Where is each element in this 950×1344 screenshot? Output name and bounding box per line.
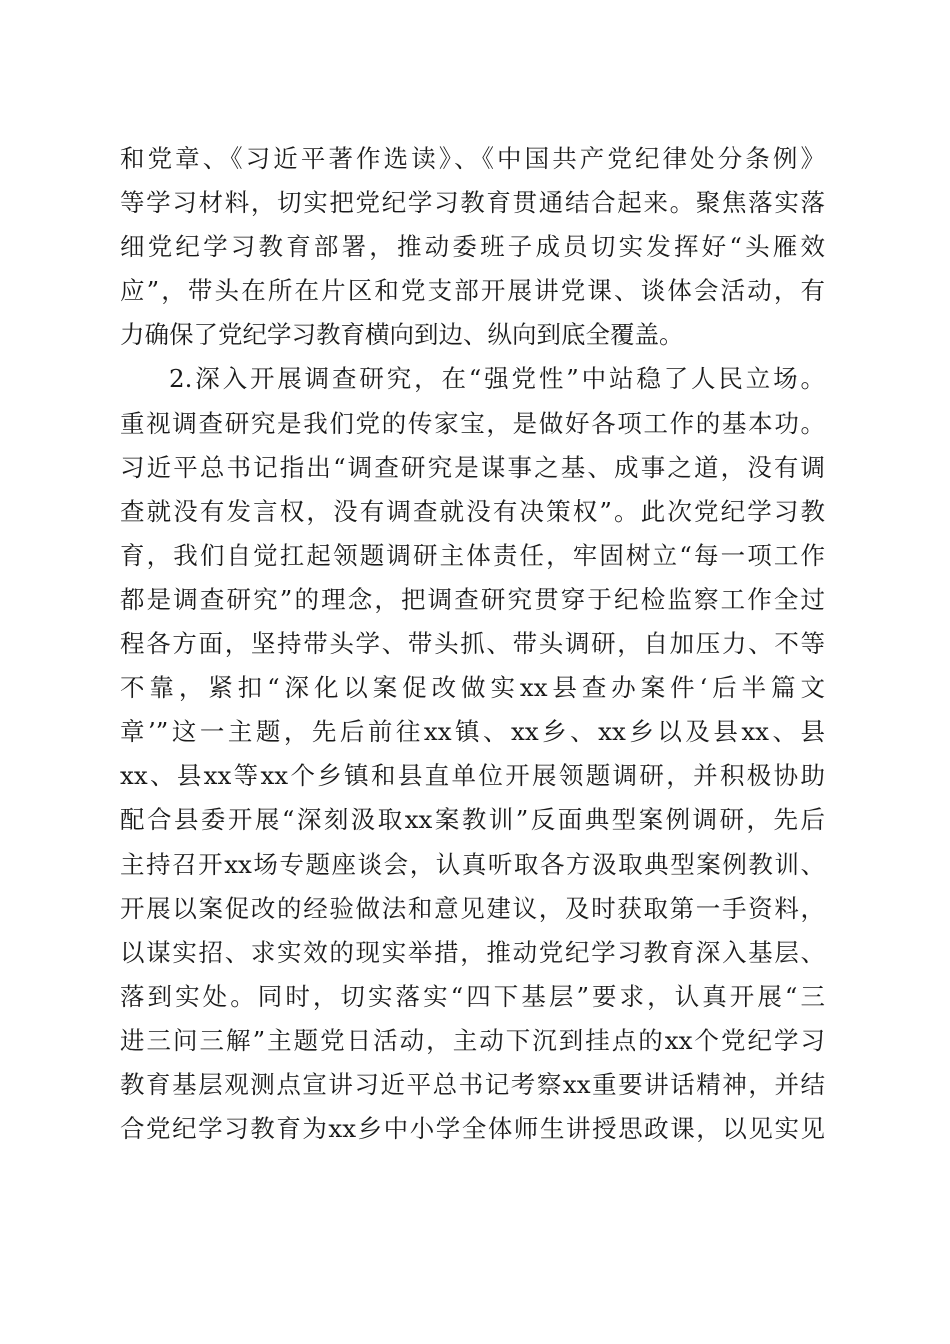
body-text [120,137,825,1151]
text-line-17: 主持召开xx场专题座谈会，认真听取各方汲取典型案例教训、 [120,849,825,879]
text-line-23: 合党纪学习教育为xx乡中小学全体师生讲授思政课，以见实见 [120,1114,825,1144]
text-line-8: 习近平总书记指出“调查研究是谋事之基、成事之道，没有调 [120,452,825,482]
text-line-2: 等学习材料，切实把党纪学习教育贯通结合起来。聚焦落实落 [120,188,825,218]
text-line-4: 应”，带头在所在片区和党支部开展讲党课、谈体会活动，有 [120,276,825,306]
text-line-3: 细党纪学习教育部署，推动委班子成员切实发挥好“头雁效 [120,232,825,262]
text-line-1: 和党章、《习近平著作选读》、《中国共产党纪律处分条例》 [120,144,825,173]
text-line-19: 以谋实招、求实效的现实举措，推动党纪学习教育深入基层、 [120,937,825,967]
text-line-11: 都是调查研究”的理念，把调查研究贯穿于纪检监察工作全过 [120,584,825,614]
text-line-13: 不靠，紧扣“深化以案促改做实xx县查办案件‘后半篇文 [120,673,825,703]
text-line-5: 力确保了党纪学习教育横向到边、纵向到底全覆盖。 [120,320,684,350]
text-line-10: 育，我们自觉扛起领题调研主体责任，牢固树立“每一项工作 [120,540,825,570]
text-line-12: 程各方面，坚持带头学、带头抓、带头调研，自加压力、不等 [120,629,825,659]
text-line-14: 章’”这一主题，先后前往xx镇、xx乡、xx乡以及县xx、县 [120,717,825,747]
text-line-20: 落到实处。同时，切实落实“四下基层”要求，认真开展“三 [120,981,825,1011]
text-line-21: 进三问三解”主题党日活动，主动下沉到挂点的xx个党纪学习 [120,1025,825,1055]
section-heading-2: 2.深入开展调查研究，在“强党性”中站稳了人民立场。 [169,364,825,394]
text-line-15: xx、县xx等xx个乡镇和县直单位开展领题调研，并积极协助 [120,761,825,791]
text-line-16: 配合县委开展“深刻汲取xx案教训”反面典型案例调研，先后 [120,805,825,835]
text-line-9: 查就没有发言权，没有调查就没有决策权”。此次党纪学习教 [120,496,825,526]
text-line-18: 开展以案促改的经验做法和意见建议，及时获取第一手资料， [120,893,825,923]
text-line-22: 教育基层观测点宣讲习近平总书记考察xx重要讲话精神，并结 [120,1069,825,1099]
text-line-7: 重视调查研究是我们党的传家宝，是做好各项工作的基本功。 [120,408,825,438]
